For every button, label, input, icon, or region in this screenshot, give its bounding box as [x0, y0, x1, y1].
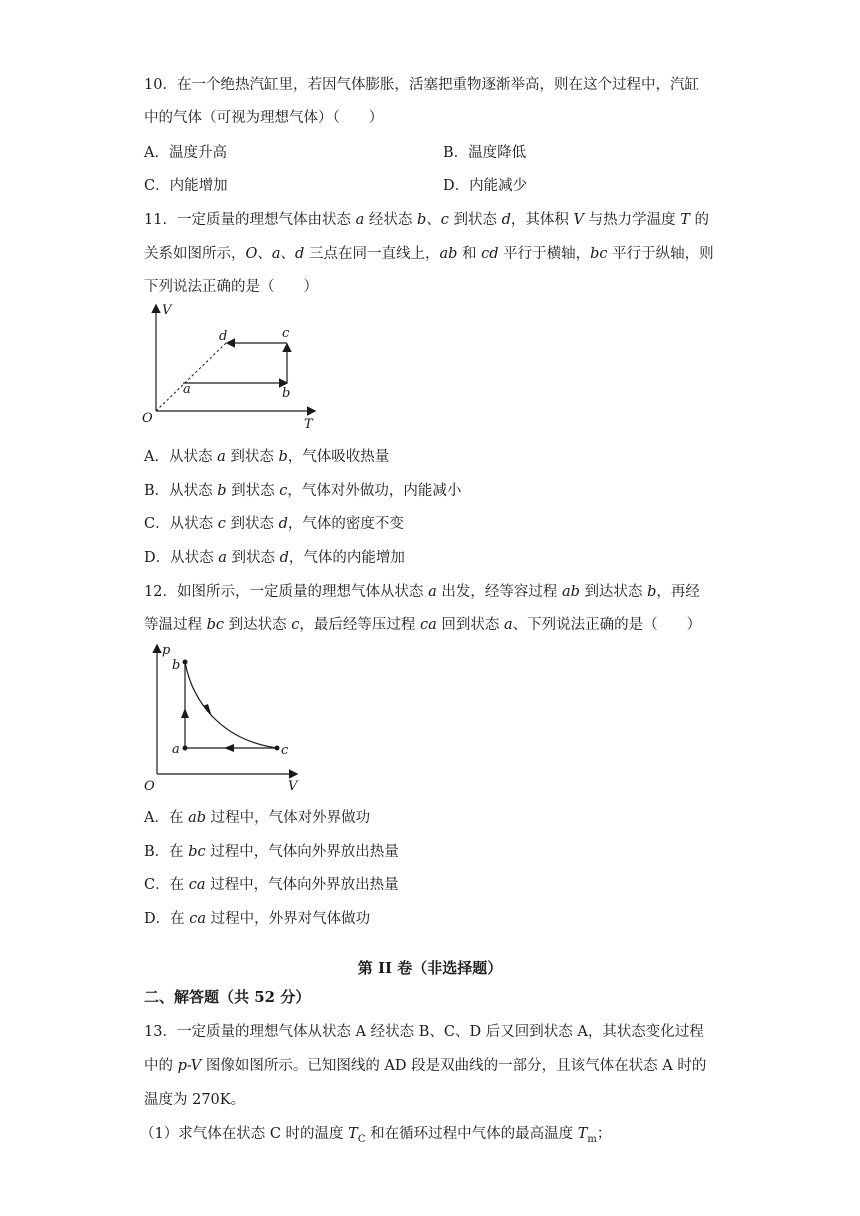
q11-v-label: V	[162, 303, 172, 318]
q11-stem-line2: 关系如图所示，O、a、d 三点在同一直线上，ab 和 cd 平行于横轴，bc 平行于纵轴，则	[144, 246, 714, 262]
q11-option-a: A．从状态 a 到状态 b，气体吸收热量	[144, 449, 390, 465]
q12-v-label: V	[288, 779, 298, 794]
q10-stem-line1: 10．在一个绝热汽缸里，若因气体膨胀，活塞把重物逐渐举高，则在这个过程中，汽缸	[144, 77, 699, 93]
q12-point-c: c	[281, 743, 289, 758]
q12-point-b-dot	[183, 660, 188, 665]
q12-stem-line2: 等温过程 bc 到达状态 c，最后经等压过程 ca 回到状态 a、下列说法正确的是（ ）	[144, 617, 702, 633]
q12-point-a: a	[172, 742, 180, 757]
q12-bc-curve	[185, 662, 277, 748]
q13-subquestion-1: （1）求气体在状态 C 时的温度 $T_C$ 和在循环过程中气体的最高温度 $T_m$；	[140, 1126, 612, 1145]
q12-point-a-dot	[183, 746, 188, 751]
q12-bc-arrow	[203, 704, 212, 717]
q11-option-d: D．从状态 a 到状态 d，气体的内能增加	[144, 550, 405, 566]
q13-stem-line3: 温度为 270K。	[144, 1092, 246, 1108]
q11-option-c: C．从状态 c 到状态 d，气体的密度不变	[144, 516, 404, 532]
q12-option-b: B．在 bc 过程中，气体向外界放出热量	[144, 844, 399, 860]
q11-vt-graph	[140, 300, 330, 435]
q13-stem-line1: 13．一定质量的理想气体从状态 A 经状态 B、C、D 后又回到状态 A，其状态变化过程	[144, 1024, 704, 1040]
q11-point-c: c	[282, 326, 290, 341]
q12-option-c: C．在 ca 过程中，气体向外界放出热量	[144, 877, 399, 893]
q12-p-label: p	[162, 643, 171, 658]
q12-stem-line1: 12．如图所示，一定质量的理想气体从状态 a 出发，经等容过程 ab 到达状态 b，再经	[144, 584, 700, 600]
q10-option-a: A．温度升高	[144, 145, 227, 161]
q12-point-b: b	[172, 658, 181, 673]
q12-point-c-dot	[275, 746, 280, 751]
q10-option-b: B．温度降低	[443, 145, 527, 161]
q12-origin-label: O	[144, 779, 155, 794]
q13-stem-line2: 中的 p-V 图像如图所示。已知图线的 AD 段是双曲线的一部分，且该气体在状态 A 时的	[144, 1058, 707, 1074]
q11-option-b: B．从状态 b 到状态 c，气体对外做功，内能减小	[144, 483, 462, 499]
q12-pv-graph	[140, 640, 310, 795]
q12-option-a: A．在 ab 过程中，气体对外界做功	[144, 810, 371, 826]
q11-dashed-line	[156, 343, 226, 411]
q11-point-d: d	[219, 329, 228, 344]
q11-point-a: a	[183, 382, 191, 397]
q11-stem-line3: 下列说法正确的是（ ）	[144, 279, 318, 295]
part2-title: 第 II 卷（非选择题）	[357, 959, 503, 977]
q10-option-d: D．内能减少	[443, 178, 528, 194]
q11-stem-line1: 11．一定质量的理想气体由状态 a 经状态 b、c 到状态 d，其体积 V 与热力学温度 T 的	[144, 212, 709, 228]
q11-t-label: T	[304, 417, 313, 432]
q10-stem-line2: 中的气体（可视为理想气体）（ ）	[144, 110, 384, 126]
q10-option-c: C．内能增加	[144, 178, 228, 194]
q12-ca-arrow	[224, 744, 234, 752]
part2-heading: 二、解答题（共 52 分）	[144, 988, 311, 1006]
q11-point-b: b	[282, 386, 291, 401]
q11-origin-label: O	[142, 411, 153, 426]
q12-option-d: D．在 ca 过程中，外界对气体做功	[144, 911, 371, 927]
q12-ab-arrow	[181, 708, 189, 718]
